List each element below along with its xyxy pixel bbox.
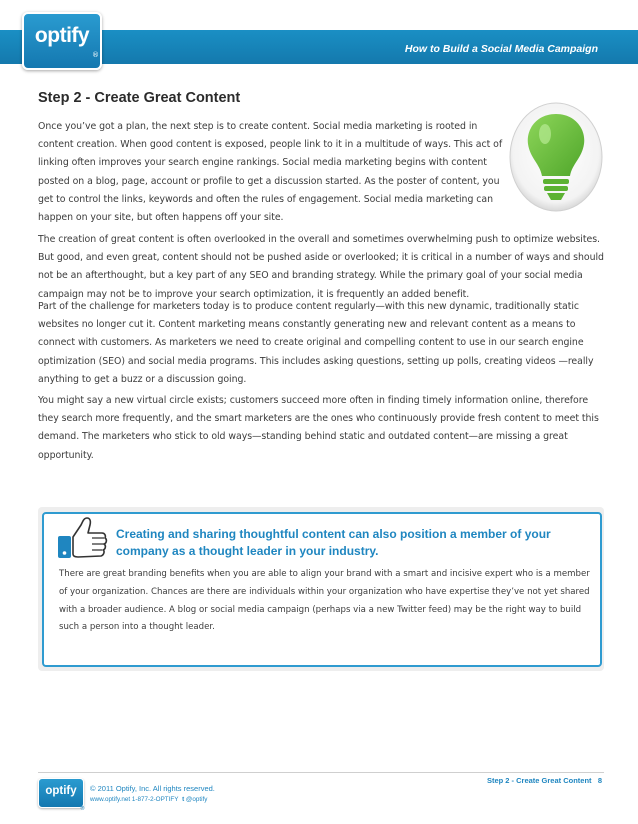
footer-contact xyxy=(90,796,207,803)
page-number: 8 xyxy=(597,776,602,785)
footer-logo-text: optify xyxy=(45,785,77,797)
footer-twitter-handle: @optify xyxy=(185,796,208,803)
callout-title: Creating and sharing thoughtful content can also position a member of your company as a thought leader in your industry. xyxy=(116,527,551,558)
footer-step-text: Step 2 - Create Great Content xyxy=(486,776,592,785)
twitter-icon: t xyxy=(182,796,185,803)
paragraph-1: Once you’ve got a plan, the next step is to create content. Social media marketing is rooted in content creation. When good content is exposed, people link to it in a multitude of ways. This act of linking often improves your search engine rankings. Social media marketing begins with content posted on a blog, page, account or profile to get a discussion started. As the poster of content, you get to control the links, keywords and often the rules of engagement. Social media marketing can happen on your site, but often happens off your site. xyxy=(38,121,503,224)
footer-copyright: © 2011 Optify, Inc. All rights reserved. xyxy=(90,784,215,793)
paragraph-2: The creation of great content is often overlooked in the overall and sometimes overwhelming push to optimize websites. But good, and even great, content should not be pushed aside or overlooked; it is critical in a number of ways and should not be an afterthought, but a key part of any SEO and branding strategy. While the primary goal of your social media campaign may not be to improve your search optimization, it is frequently an added benefit. xyxy=(38,234,604,300)
footer-optify-logo xyxy=(38,778,84,808)
logo-text: optify xyxy=(34,24,90,47)
paragraph-3: Part of the challenge for marketers today is to produce content regularly—with this new dynamic, traditionally static websites no longer cut it. Content marketing means constantly generating new and relevant content as a means to connect with customers. As marketers we need to create original and compelling content to use in our search engine optimization (SEO) and social media programs. This includes asking questions, setting up polls, creating videos —really anything to get a buzz or a discussion going. xyxy=(38,301,594,385)
footer-registered-mark: ® xyxy=(80,806,85,812)
footer-step-label xyxy=(487,776,602,785)
logo-registered-mark: ® xyxy=(92,51,99,59)
section-heading: Step 2 - Create Great Content xyxy=(38,90,241,106)
thumbs-up-icon xyxy=(56,516,108,560)
callout-body: There are great branding benefits when you are able to align your brand with a smart and incisive expert who is a member of your organization. Chances are there are individuals within your organization who have expertise they’ve not yet shared with a broader audience. A blog or social media campaign (perhaps via a new Twitter feed) may be the right way to build such a person into a thought leader. xyxy=(59,569,590,633)
optify-logo xyxy=(22,12,102,70)
footer-contact-text: www.optify.net 1-877-2-OPTIFY xyxy=(90,796,179,803)
lightbulb-icon xyxy=(506,100,606,218)
paragraph-4: You might say a new virtual circle exists; customers succeed more often in finding timely information online, therefore they search more frequently, and the smart marketers are the ones who continuously provide fresh content to meet this demand. The marketers who stick to old ways—standing behind static and outdated content—are missing a great opportunity. xyxy=(38,395,599,461)
document-title: How to Build a Social Media Campaign xyxy=(404,43,598,55)
footer-divider xyxy=(38,772,604,773)
